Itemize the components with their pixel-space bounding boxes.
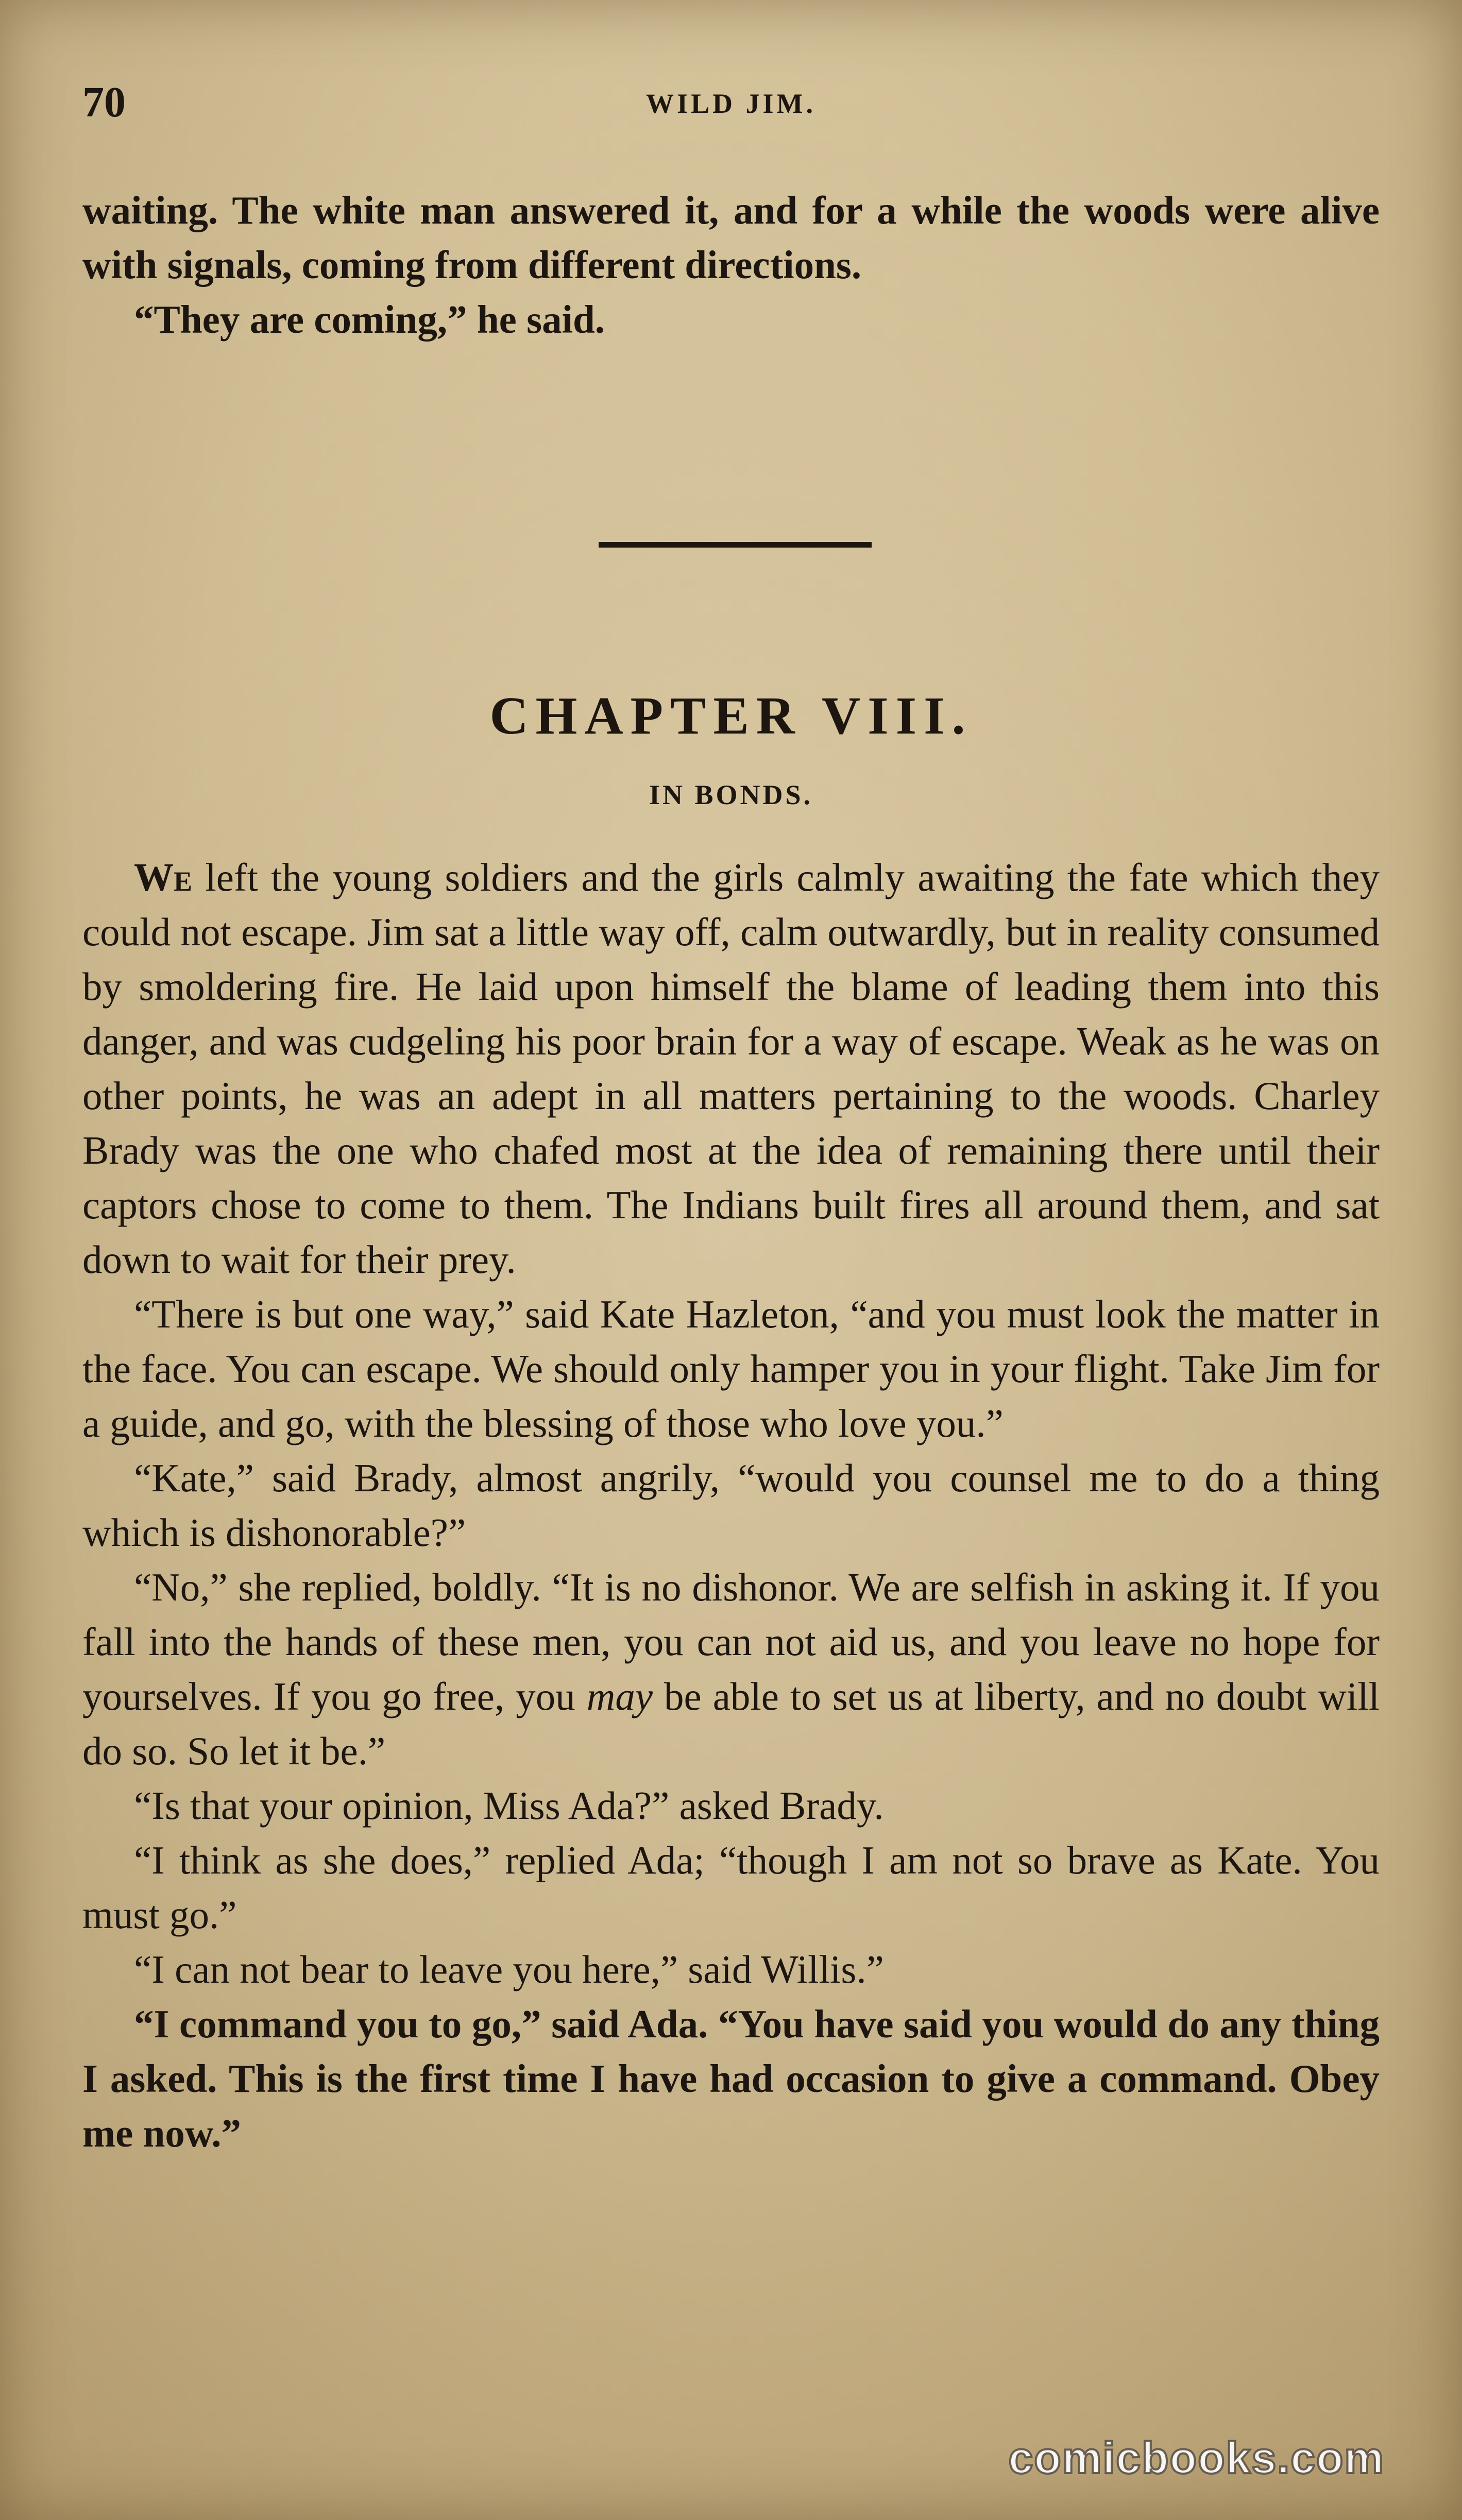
paragraph: “I can not bear to leave you here,” said Willis.” [134, 1947, 884, 1991]
running-head: WILD JIM. [645, 88, 816, 119]
paragraph: “There is but one way,” said Kate Hazleton, “and you must look the matter in the face. You can escape. We should only hamper you in your flight. Take Jim for a guide, and go, with the blessing of those who love you.” [82, 1292, 1380, 1445]
emphasized-word: may [586, 1674, 653, 1718]
paragraph: “They are coming,” he said. [134, 297, 605, 342]
watermark: comicbooks.com [1008, 2433, 1385, 2483]
chapter-subtitle: IN BONDS. [649, 779, 813, 810]
chapter-body [82, 850, 1380, 2160]
paragraph [82, 1560, 1380, 1778]
page-number: 70 [82, 78, 126, 126]
paragraph: “Kate,” said Brady, almost angrily, “would you counsel me to do a thing which is dishonorable?” [82, 1456, 1380, 1555]
paragraph: waiting. The white man answered it, and for a while the woods were alive with signals, coming from different directions. [82, 188, 1380, 287]
paragraph-text: be able to set us at liberty, and no doubt will do so. So let it be.” [82, 1674, 1380, 1773]
paragraph: “I think as she does,” replied Ada; “though I am not so brave as Kate. You must go.” [82, 1838, 1380, 1937]
chapter-title: CHAPTER VIII. [489, 686, 973, 745]
paragraph: “I command you to go,” said Ada. “You have said you would do any thing I asked. This is the first time I have had occasion to give a command. Obey me now.” [82, 2002, 1380, 2155]
section-divider [599, 542, 872, 548]
paragraph-text: left the young soldiers and the girls calmly awaiting the fate which they could not escape. Jim sat a little way off, calm outwardly, but in reality consumed by smoldering fire. He laid upon himself the blame of leading them into this danger, and was cudgeling his poor brain for a way of escape. Weak as he was on other points, he was an adept in all matters pertaining to the woods. Charley Brady was the one who chafed most at the idea of remaining there until their captors chose to come to them. The Indians built fires all around them, and sat down to wait for their prey. [82, 855, 1380, 1282]
page-header [82, 77, 1380, 126]
paragraph-text: “No,” she replied, boldly. “It is no dishonor. We are selfish in asking it. If you fall into the hands of these men, you can not aid us, and you leave no hope for yourselves. If you go free, you [82, 1565, 1380, 1718]
continued-text [82, 183, 1380, 347]
opening-word: We [134, 855, 193, 899]
paragraph: “Is that your opinion, Miss Ada?” asked Brady. [134, 1783, 884, 1828]
paragraph [82, 850, 1380, 1287]
